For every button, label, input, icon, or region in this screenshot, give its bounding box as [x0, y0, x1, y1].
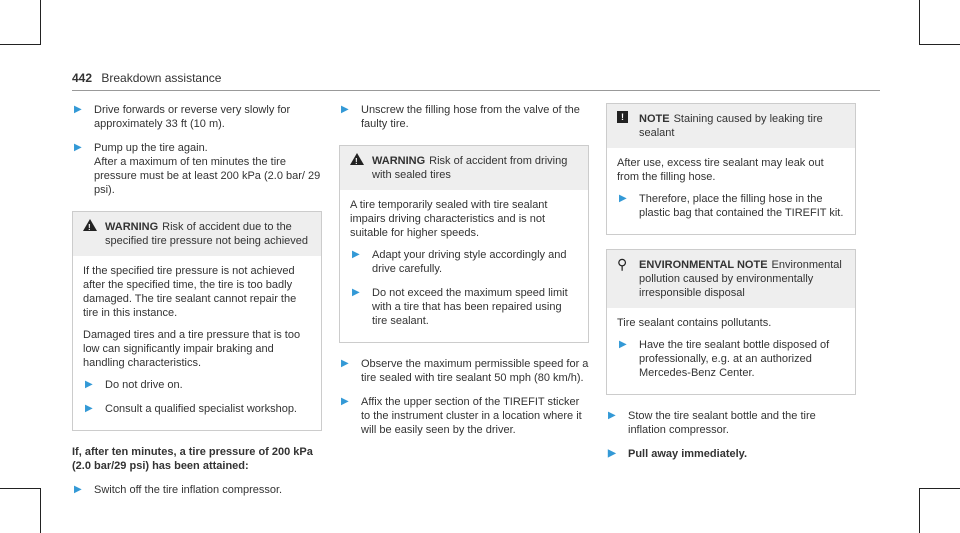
arrow-right-icon: ▶ — [608, 448, 616, 459]
crop-mark — [0, 44, 41, 45]
warning-triangle-icon — [350, 153, 364, 165]
warning-text: A tire temporarily sealed with tire sealant impairs driving characteristics and is not suitable for higher speeds. — [350, 199, 548, 239]
step: ▶ Affix the upper section of the TIREFIT sticker to the instrument cluster in a location where it will be easily seen by the driver. — [341, 396, 582, 436]
page-number: 442 — [72, 71, 93, 85]
warning-box — [339, 145, 589, 343]
arrow-right-icon: ▶ — [341, 396, 349, 407]
crop-mark — [919, 44, 960, 45]
warning-title: Risk of accident due to the specified tire pressure not being achieved — [105, 221, 309, 247]
step: ▶ Have the tire sealant bottle disposed of professionally, e.g. at an authorized Mercedes-Benz Center. — [619, 339, 830, 379]
arrow-right-icon: ▶ — [352, 287, 360, 298]
note-title: Staining caused by leaking tire sealant — [639, 113, 823, 139]
warning-text: If the specified tire pressure is not achieved after the specified time, the tire is too badly damaged. The tire sealant cannot repair the tire in this instance. — [83, 265, 297, 319]
step: ▶ Pump up the tire again. After a maximum of ten minutes the tire pressure must be at least 200 kPa (2.0 bar/ 29 psi). — [74, 142, 321, 196]
crop-mark — [0, 488, 41, 489]
arrow-right-icon: ▶ — [74, 142, 82, 153]
section-title: Breakdown assistance — [101, 71, 222, 85]
step: ▶ Do not exceed the maximum speed limit with a tire that has been repaired using tire sealant. — [352, 287, 568, 327]
step: ▶ Switch off the tire inflation compressor. — [74, 484, 283, 496]
crop-mark — [919, 0, 920, 45]
warning-triangle-icon — [83, 219, 97, 231]
arrow-right-icon: ▶ — [74, 484, 82, 495]
arrow-right-icon: ▶ — [85, 379, 93, 390]
arrow-right-icon: ▶ — [352, 249, 360, 260]
crop-mark — [40, 488, 41, 533]
arrow-right-icon: ▶ — [619, 339, 627, 350]
warning-label: WARNING — [105, 221, 159, 233]
warning-label: WARNING — [372, 155, 426, 167]
arrow-right-icon: ▶ — [619, 193, 627, 204]
env-title: Environmental pollution caused by environmentally irresponsible disposal — [639, 259, 842, 299]
environment-note-box — [606, 249, 856, 395]
column-1 — [72, 103, 322, 507]
exclamation-square-icon: ! — [617, 111, 628, 123]
header-divider — [72, 90, 880, 91]
crop-mark — [919, 488, 960, 489]
column-2 — [339, 103, 589, 447]
step: ▶ Consult a qualified specialist workshop. — [85, 403, 297, 415]
step: ▶ Pull away immediately. — [608, 448, 748, 460]
note-box — [606, 103, 856, 235]
env-label: ENVIRONMENTAL NOTE — [639, 259, 768, 271]
arrow-right-icon: ▶ — [85, 403, 93, 414]
column-3 — [606, 103, 856, 471]
note-label: NOTE — [639, 113, 670, 125]
crop-mark — [919, 488, 920, 533]
arrow-right-icon: ▶ — [74, 104, 82, 115]
step: ▶ Stow the tire sealant bottle and the tire inflation compressor. — [608, 410, 816, 436]
subheading: If, after ten minutes, a tire pressure of 200 kPa (2.0 bar/29 psi) has been attained: — [72, 446, 313, 472]
arrow-right-icon: ▶ — [341, 358, 349, 369]
warning-text: Damaged tires and a tire pressure that is too low can significantly impair braking and handling characteristics. — [83, 329, 301, 369]
crop-mark — [40, 0, 41, 45]
warning-box — [72, 211, 322, 431]
environment-icon: ⚲ — [617, 256, 628, 272]
step: ▶ Drive forwards or reverse very slowly for approximately 33 ft (10 m). — [74, 104, 291, 130]
step: ▶ Adapt your driving style accordingly and drive carefully. — [352, 249, 567, 275]
arrow-right-icon: ▶ — [341, 104, 349, 115]
warning-title: Risk of accident from driving with sealed tires — [372, 155, 568, 181]
step: ▶ Therefore, place the filling hose in the plastic bag that contained the TIREFIT kit. — [619, 193, 844, 219]
step: ▶ Observe the maximum permissible speed for a tire sealed with tire sealant 50 mph (80 km/h). — [341, 358, 589, 384]
page-header — [72, 71, 221, 85]
env-text: Tire sealant contains pollutants. — [617, 317, 772, 329]
step: ▶ Unscrew the filling hose from the valve of the faulty tire. — [341, 104, 580, 130]
arrow-right-icon: ▶ — [608, 410, 616, 421]
step: ▶ Do not drive on. — [85, 379, 183, 391]
note-text: After use, excess tire sealant may leak out from the filling hose. — [617, 157, 824, 183]
